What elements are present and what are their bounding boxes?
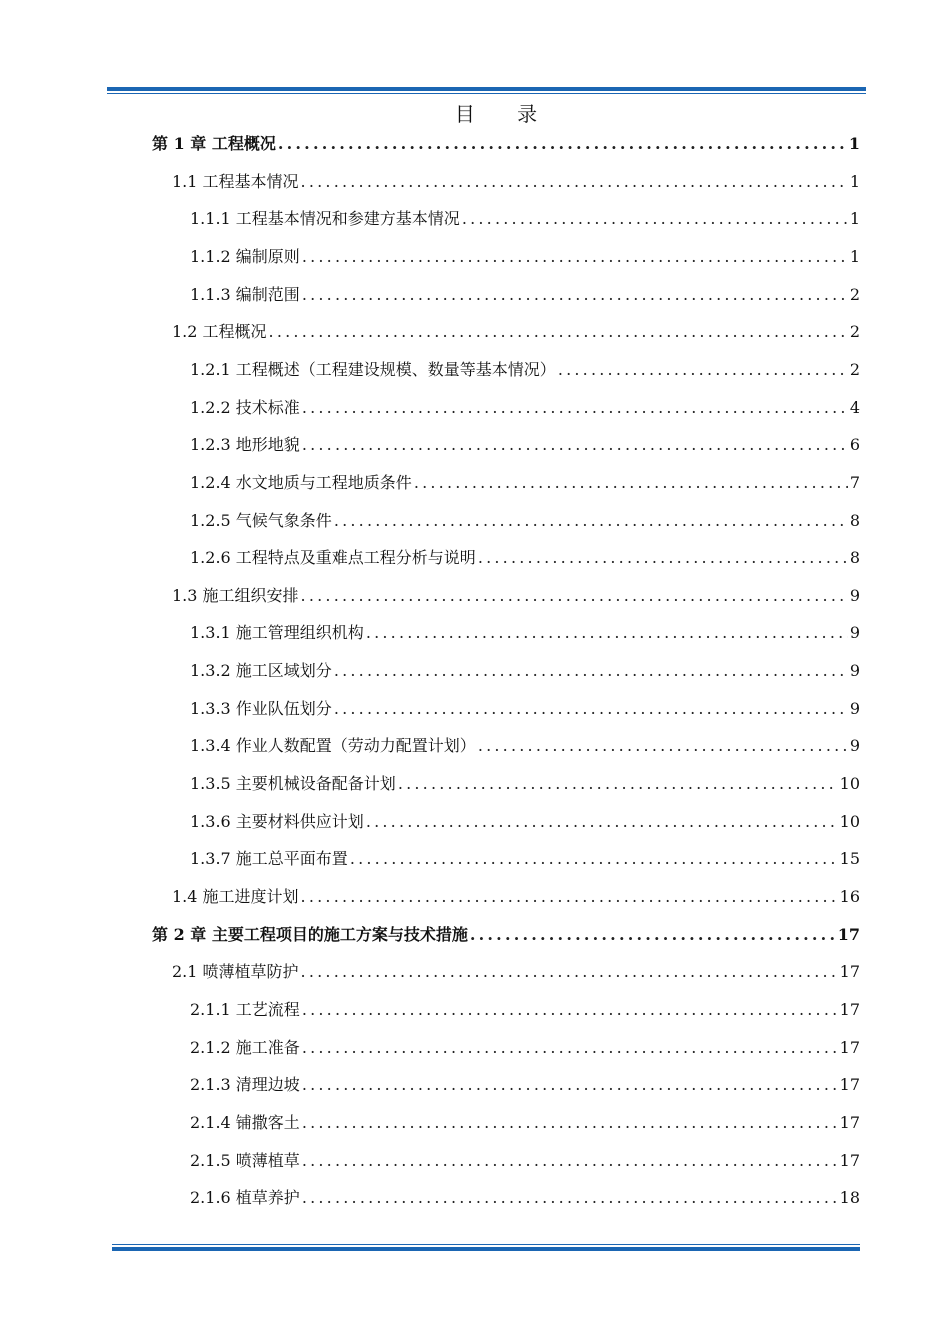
toc-entry-label: 2.1.4 铺撒客土 [190,1112,300,1132]
toc-leader-dots [301,171,848,193]
toc-entry[interactable] [152,434,860,456]
toc-leader-dots [302,1150,838,1172]
toc-entry-page: 9 [849,661,860,681]
toc-entry-label: 1.1.3 编制范围 [190,284,300,304]
header-rule [107,87,866,94]
toc-entry-page: 1 [849,246,860,266]
toc-entry[interactable] [152,698,860,720]
toc-entry-label: 1.4 施工进度计划 [172,887,299,906]
toc-entry[interactable] [152,133,860,155]
toc-entry[interactable] [152,773,860,795]
toc-entry-label: 1.1 工程基本情况 [172,171,299,191]
toc-entry-label: 1.2.1 工程概述（工程建设规模、数量等基本情况） [190,359,556,379]
toc-entry-label: 第 2 章 主要工程项目的施工方案与技术措施 [152,924,468,944]
toc-leader-dots [334,698,848,720]
toc-entry[interactable] [152,660,860,682]
toc-entry-page: 1 [848,134,860,153]
toc-entry-label: 1.2 工程概况 [172,322,267,342]
toc-leader-dots [278,133,847,155]
toc-entry-label: 1.3.5 主要机械设备配备计划 [190,774,396,794]
toc-leader-dots [334,510,848,532]
toc-leader-dots [301,585,848,607]
toc-entry-page: 16 [839,887,860,906]
toc-entry[interactable] [152,1187,860,1209]
toc-leader-dots [558,359,848,381]
toc-entry-page: 10 [839,811,860,831]
toc-entry-page: 17 [839,1037,860,1057]
toc-entry[interactable] [152,1074,860,1096]
toc-entry[interactable] [152,472,860,494]
toc-entry-page: 17 [837,924,860,944]
toc-entry-label: 1.2.3 地形地貌 [190,435,300,455]
toc-entry-page: 10 [839,774,860,794]
toc-entry-page: 9 [849,585,860,605]
toc-entry-page: 15 [839,849,860,869]
toc-entry-page: 8 [849,548,860,568]
toc-entry[interactable] [152,735,860,757]
toc-leader-dots [478,547,848,569]
toc-leader-dots [462,208,848,230]
toc-entry-page: 4 [849,397,860,417]
toc-leader-dots [414,472,848,494]
toc-entry-page: 18 [839,1188,860,1208]
toc-entry[interactable] [152,359,860,381]
toc-entry-page: 17 [839,1150,860,1170]
toc-entry[interactable] [152,811,860,833]
toc-entry-page: 2 [849,322,860,342]
toc-entry-page: 7 [849,472,860,492]
toc-leader-dots [301,961,838,983]
toc-entry[interactable] [152,321,860,343]
toc-leader-dots [302,246,848,268]
toc-entry-label: 1.2.2 技术标准 [190,397,300,417]
toc-entry[interactable] [152,848,860,870]
toc-entry-label: 1.2.5 气候气象条件 [190,510,332,530]
toc-entry[interactable] [152,585,860,607]
toc-entry-label: 第 1 章 工程概况 [152,134,276,153]
toc-leader-dots [302,397,848,419]
toc-entry[interactable] [152,886,860,908]
toc-entry[interactable] [152,547,860,569]
toc-entry-page: 17 [839,1112,860,1132]
toc-entry-page: 1 [849,171,860,191]
toc-leader-dots [302,1187,838,1209]
toc-entry-label: 1.1.1 工程基本情况和参建方基本情况 [190,209,460,229]
toc-entry[interactable] [152,171,860,193]
toc-leader-dots [302,434,848,456]
footer-rule [112,1244,860,1251]
toc-entry-label: 1.3.2 施工区域划分 [190,661,332,681]
toc-entry-page: 17 [839,999,860,1019]
toc-leader-dots [366,811,838,833]
toc-entry[interactable] [152,999,860,1021]
toc-entry-label: 2.1.3 清理边坡 [190,1075,300,1095]
toc-entry[interactable] [152,924,860,946]
toc-entry-label: 1.3.7 施工总平面布置 [190,849,348,869]
toc-entry-label: 1.3 施工组织安排 [172,585,299,605]
toc-entry-label: 1.3.1 施工管理组织机构 [190,623,364,643]
toc-entry[interactable] [152,246,860,268]
toc-leader-dots [398,773,838,795]
toc-entry-label: 1.3.6 主要材料供应计划 [190,811,364,831]
toc-leader-dots [478,735,848,757]
toc-entry[interactable] [152,1037,860,1059]
toc-entry-label: 2.1 喷薄植草防护 [172,962,299,982]
toc-entry[interactable] [152,284,860,306]
toc-entry[interactable] [152,1112,860,1134]
toc-leader-dots [302,284,848,306]
toc-title: 目 录 [454,102,556,126]
toc-entry-page: 2 [849,359,860,379]
toc-entry-label: 2.1.1 工艺流程 [190,999,300,1019]
toc-entry[interactable] [152,1150,860,1172]
toc-leader-dots [269,321,848,343]
toc-entry-label: 1.3.4 作业人数配置（劳动力配置计划） [190,736,476,756]
toc-entry-page: 9 [849,698,860,718]
toc-leader-dots [366,622,848,644]
toc-leader-dots [302,1112,838,1134]
toc-entry-label: 1.1.2 编制原则 [190,246,300,266]
toc-leader-dots [470,924,836,946]
toc-entry-label: 2.1.5 喷薄植草 [190,1150,300,1170]
toc-entry-page: 17 [839,962,860,982]
toc-entry-page: 9 [849,623,860,643]
toc-entry[interactable] [152,208,860,230]
toc-entry-label: 1.2.6 工程特点及重难点工程分析与说明 [190,548,476,568]
toc-leader-dots [302,999,838,1021]
toc-entry[interactable] [152,961,860,983]
toc-leader-dots [302,1074,838,1096]
toc-leader-dots [350,848,838,870]
toc-entry-label: 1.2.4 水文地质与工程地质条件 [190,472,412,492]
toc-leader-dots [301,886,838,908]
toc-entry-page: 9 [849,736,860,756]
toc-entry-label: 1.3.3 作业队伍划分 [190,698,332,718]
toc-leader-dots [302,1037,838,1059]
toc-entry[interactable] [152,397,860,419]
toc-entry-label: 2.1.6 植草养护 [190,1188,300,1208]
toc-entry-label: 2.1.2 施工准备 [190,1037,300,1057]
toc-entry-page: 8 [849,510,860,530]
toc-leader-dots [334,660,848,682]
toc-entry-page: 1 [849,209,860,229]
toc-entry-page: 6 [849,435,860,455]
toc-entry[interactable] [152,622,860,644]
toc-entry[interactable] [152,510,860,532]
toc-entry-page: 17 [839,1075,860,1095]
toc-entry-page: 2 [849,284,860,304]
